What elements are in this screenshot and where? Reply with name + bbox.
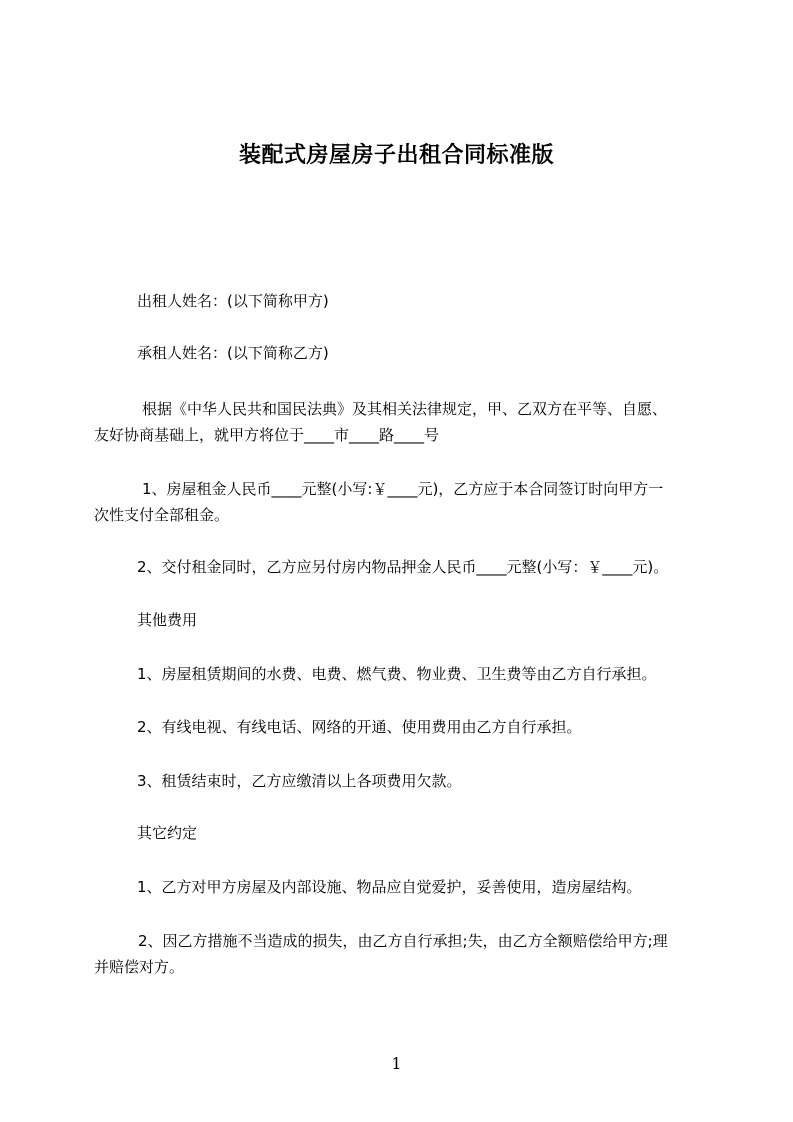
lessee-name-paragraph bbox=[94, 340, 714, 366]
page-number: 1 bbox=[391, 1054, 402, 1073]
settlement-paragraph bbox=[94, 768, 714, 794]
other-fees-heading bbox=[94, 607, 714, 633]
care-clause-paragraph bbox=[94, 874, 714, 900]
paragraph-line: 承租人姓名：(以下简称乙方) bbox=[137, 344, 329, 362]
paragraph-line: 2、交付租金同时，乙方应另付房内物品押金人民币____元整(小写：￥____元)。 bbox=[137, 558, 669, 576]
paragraph-line: 友好协商基础上，就甲方将位于____市____路____号 bbox=[94, 426, 440, 444]
section-heading: 其它约定 bbox=[137, 824, 198, 842]
section-heading: 其他费用 bbox=[137, 611, 198, 629]
paragraph-line: 出租人姓名：(以下简称甲方) bbox=[137, 292, 329, 310]
paragraph-line: 1、房屋租赁期间的水费、电费、燃气费、物业费、卫生费等由乙方自行承担。 bbox=[137, 665, 657, 683]
cable-fees-paragraph bbox=[94, 714, 714, 740]
legal-basis-paragraph bbox=[94, 396, 714, 448]
paragraph-line: 根据《中华人民共和国民法典》及其相关法律规定，甲、乙双方在平等、自愿、 bbox=[142, 400, 668, 418]
paragraph-line: 并赔偿对方。 bbox=[94, 958, 185, 976]
lessor-name-paragraph bbox=[94, 288, 714, 314]
utility-fees-paragraph bbox=[94, 661, 714, 687]
document-title: 装配式房屋房子出租合同标准版 bbox=[238, 143, 554, 168]
deposit-clause-paragraph bbox=[94, 554, 714, 580]
paragraph-line: 2、因乙方措施不当造成的损失，由乙方自行承担;失，由乙方全额赔偿给甲方;理 bbox=[138, 932, 668, 950]
rent-clause-paragraph bbox=[94, 476, 714, 528]
paragraph-line: 2、有线电视、有线电话、网络的开通、使用费用由乙方自行承担。 bbox=[137, 718, 582, 736]
damage-clause-paragraph bbox=[94, 928, 714, 980]
paragraph-line: 3、租赁结束时，乙方应缴清以上各项费用欠款。 bbox=[137, 772, 462, 790]
paragraph-line: 次性支付全部租金。 bbox=[94, 506, 230, 524]
paragraph-line: 1、房屋租金人民币____元整(小写:￥____元)，乙方应于本合同签订时向甲方一 bbox=[142, 480, 664, 498]
paragraph-line: 1、乙方对甲方房屋及内部设施、物品应自觉爱护，妥善使用，造房屋结构。 bbox=[137, 878, 642, 896]
other-agreements-heading bbox=[94, 820, 714, 846]
